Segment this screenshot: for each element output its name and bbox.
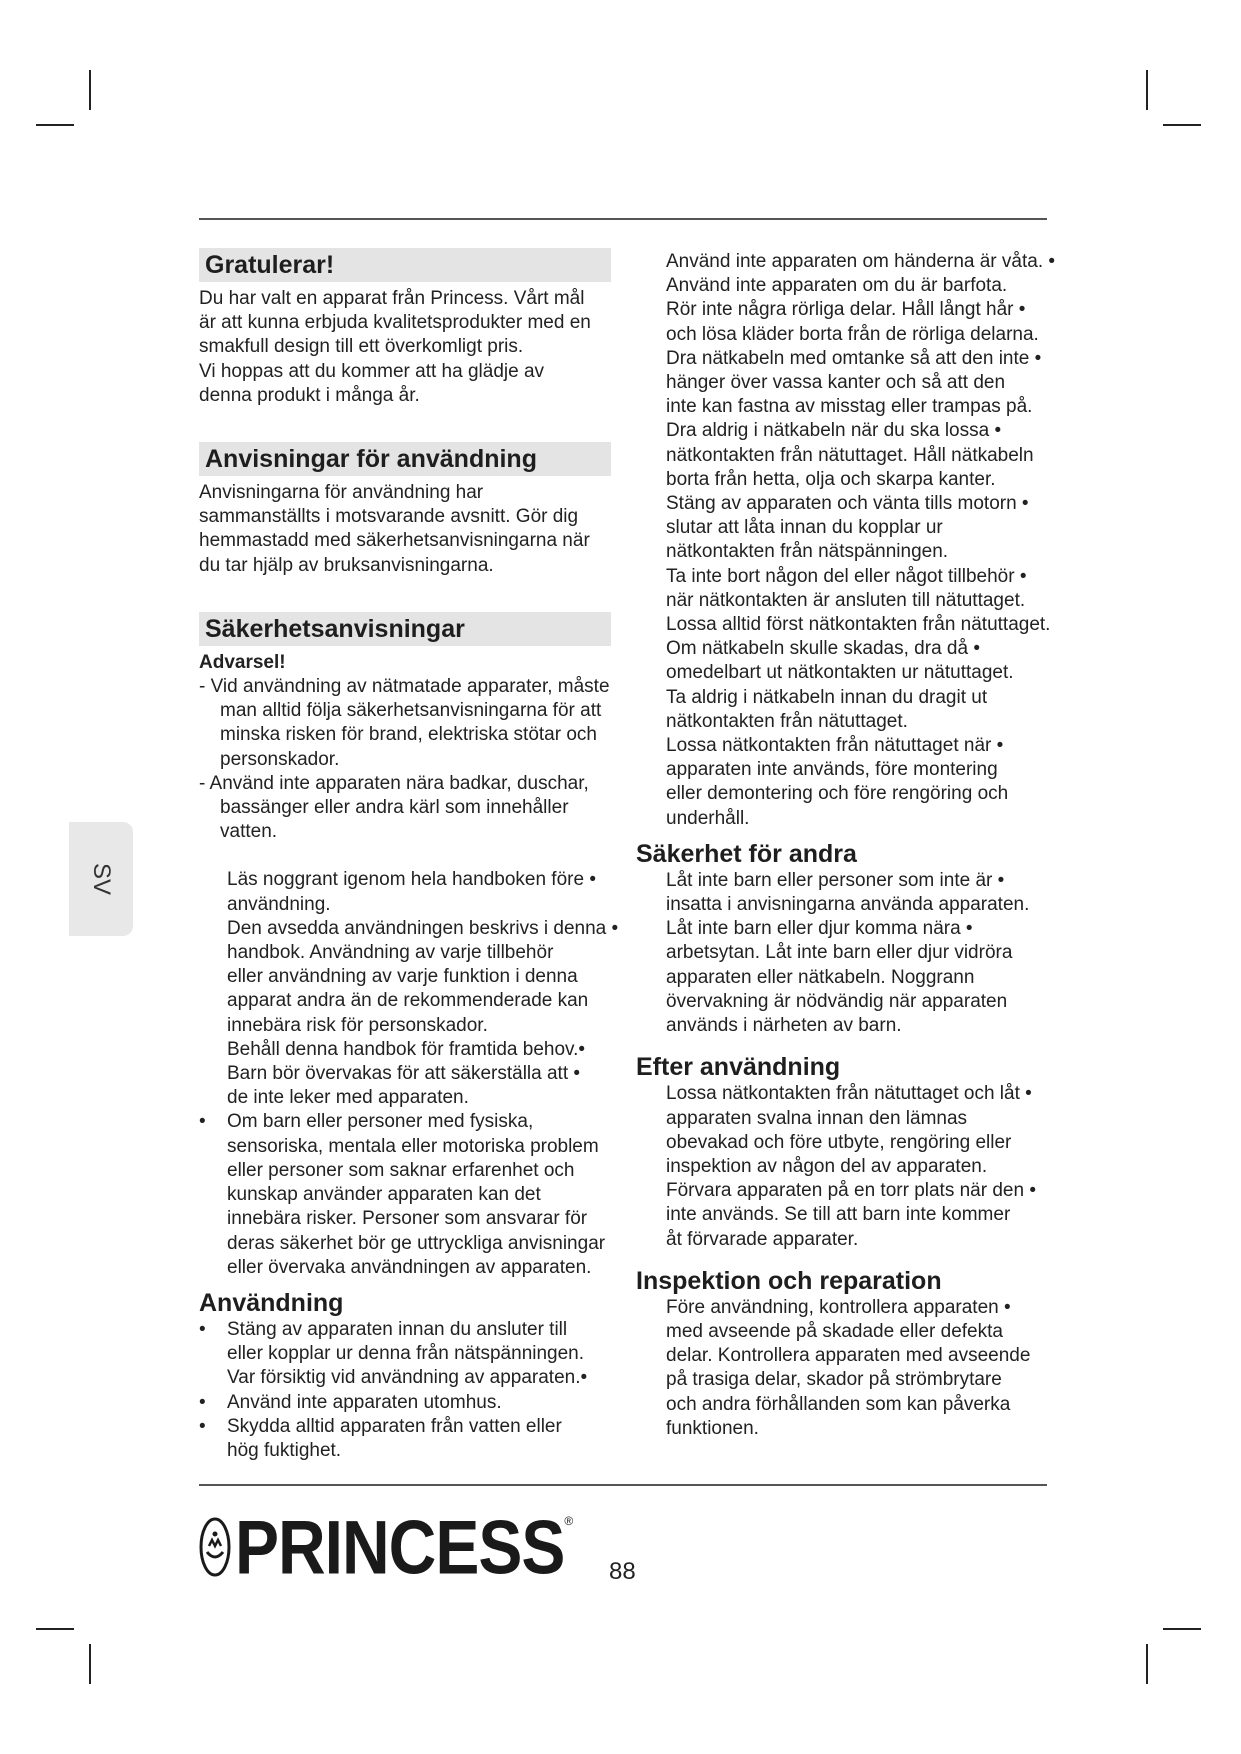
text-line: innebära risker. Personer som ansvarar för <box>227 1208 588 1230</box>
text-line: kunskap använder apparaten kan det <box>227 1184 541 1206</box>
text-line: deras säkerhet bör ge uttryckliga anvisningar <box>227 1232 606 1254</box>
gratulerar-text <box>199 287 619 408</box>
text-line: hänger över vassa kanter och så att den <box>666 372 1006 394</box>
warning-item: - Använd inte apparaten nära badkar, duschar, bassänger eller andra kärl som innehåller vatten. <box>199 772 589 843</box>
language-tab-label: SV <box>87 862 115 896</box>
safety-instructions <box>199 868 619 1279</box>
andra-text <box>636 869 1076 1038</box>
text-line: eller personer som saknar erfarenhet och <box>227 1159 575 1181</box>
crop-mark <box>1146 1644 1148 1684</box>
text-line: eller kopplar ur denna från nätspänningen. <box>227 1343 585 1365</box>
text-line: Var försiktig vid användning av apparaten.• <box>227 1367 588 1389</box>
text-line: insatta i anvisningarna använda apparaten. <box>666 894 1030 916</box>
text-line: de inte leker med apparaten. <box>227 1087 469 1109</box>
bullet-item <box>199 1391 619 1415</box>
crop-mark <box>1163 124 1201 126</box>
text-line: inte kan fastna av misstag eller trampas på. <box>666 396 1033 418</box>
text-line: smakfull design till ett överkomligt pris. <box>199 336 524 358</box>
crop-mark <box>89 70 91 110</box>
section-title-inspektion: Inspektion och reparation <box>636 1266 942 1295</box>
text-line: och andra förhållanden som kan påverka <box>666 1393 1011 1415</box>
text-line: slutar att låta innan du kopplar ur <box>666 517 943 539</box>
bullet-item <box>199 1110 619 1279</box>
text-line: arbetsytan. Låt inte barn eller djur vidröra <box>666 942 1013 964</box>
text-line: Låt inte barn eller personer som inte är • <box>666 869 1005 891</box>
text-line: eller demontering och före rengöring och <box>666 783 1009 805</box>
text-line: Vi hoppas att du kommer att ha glädje av <box>199 360 545 382</box>
text-line: nätkontakten från nätspänningen. <box>666 541 949 563</box>
section-title-anvandning: Användning <box>199 1288 344 1317</box>
text-line: apparat andra än de rekommenderade kan <box>227 990 589 1012</box>
page-number: 88 <box>609 1558 636 1585</box>
text-line: Dra nätkabeln med omtanke så att den inte • <box>666 347 1042 369</box>
text-line: Om nätkabeln skulle skadas, dra då • <box>666 638 980 660</box>
crop-mark <box>1163 1628 1201 1630</box>
text-line: apparaten inte används, före montering <box>666 759 998 781</box>
text-line: åt förvarade apparater. <box>666 1228 859 1250</box>
section-title-andra: Säkerhet för andra <box>636 839 857 868</box>
text-line: Skydda alltid apparaten från vatten eller <box>227 1415 562 1437</box>
text-line: eller användning av varje funktion i denna <box>227 966 578 988</box>
bullet-marker: • <box>199 1111 206 1133</box>
bottom-rule <box>199 1484 1047 1486</box>
warning-item: - Vid användning av nätmatade apparater, måste man alltid följa säkerhetsanvisningarna för att minska risken för brand, elektriska stötar och personskador. <box>199 676 610 770</box>
crop-mark <box>36 1628 74 1630</box>
text-line: delar. Kontrollera apparaten med avseende <box>666 1345 1031 1367</box>
text-line: underhåll. <box>666 807 750 829</box>
crown-emblem-icon <box>199 1516 231 1578</box>
text-line: obevakad och före utbyte, rengöring eller <box>666 1131 1012 1153</box>
left-column <box>199 248 619 1463</box>
text-line: inspektion av någon del av apparaten. <box>666 1155 988 1177</box>
text-line: handbok. Användning av varje tillbehör <box>227 942 554 964</box>
text-line: Dra aldrig i nätkabeln när du ska lossa • <box>666 420 1002 442</box>
text-line: Stäng av apparaten innan du ansluter till <box>227 1318 568 1340</box>
text-line: Förvara apparaten på en torr plats när den • <box>666 1180 1036 1202</box>
text-line: Före användning, kontrollera apparaten • <box>666 1296 1011 1318</box>
text-line: Lossa nätkontakten från nätuttaget när • <box>666 735 1004 757</box>
text-line: Lossa nätkontakten från nätuttaget och låt • <box>666 1083 1032 1105</box>
crop-mark <box>36 124 74 126</box>
section-title-gratulerar: Gratulerar! <box>199 248 611 282</box>
text-line: du tar hjälp av bruksanvisningarna. <box>199 554 494 576</box>
text-line: funktionen. <box>666 1417 759 1439</box>
text-line: Använd inte apparaten utomhus. <box>227 1391 502 1413</box>
top-rule <box>199 218 1047 220</box>
text-line: apparaten svalna innan den lämnas <box>666 1107 968 1129</box>
text-line: Barn bör övervakas för att säkerställa att • <box>227 1063 581 1085</box>
efter-text <box>636 1082 1076 1251</box>
text-line: sammanställts i motsvarande avsnitt. Gör dig <box>199 506 579 528</box>
section-title-efter: Efter användning <box>636 1053 841 1082</box>
text-line: omedelbart ut nätkontakten ur nätuttaget. <box>666 662 1014 684</box>
text-line: är att kunna erbjuda kvalitetsprodukter med en <box>199 312 591 334</box>
text-line: används i närheten av barn. <box>666 1015 902 1037</box>
text-line: Du har valt en apparat från Princess. Vårt mål <box>199 288 585 309</box>
text-line: Ta inte bort någon del eller något tillbehör • <box>666 565 1027 587</box>
bullet-marker: • <box>199 1318 206 1340</box>
text-line: innebära risk för personskador. <box>227 1014 488 1036</box>
registered-mark: ® <box>564 1514 574 1528</box>
text-line: Rör inte några rörliga delar. Håll långt hår • <box>666 299 1026 321</box>
text-line: Anvisningarna för användning har <box>199 482 484 504</box>
princess-logo <box>199 1504 574 1590</box>
text-line: Ta aldrig i nätkabeln innan du dragit ut <box>666 686 988 708</box>
text-line: på trasiga delar, skador på strömbrytare <box>666 1369 1002 1391</box>
text-line: hög fuktighet. <box>227 1439 342 1461</box>
text-line: apparaten eller nätkabeln. Noggrann <box>666 966 975 988</box>
text-line: Använd inte apparaten om händerna är våta. • <box>666 251 1056 272</box>
text-line: Lossa alltid först nätkontakten från nätuttaget. <box>666 614 1051 636</box>
anvandning-list <box>199 1318 619 1463</box>
text-line: användning. <box>227 893 331 915</box>
anvisningar-text <box>199 481 619 578</box>
text-line: Använd inte apparaten om du är barfota. <box>666 275 1008 297</box>
bullet-marker: • <box>199 1415 206 1437</box>
inspektion-text <box>636 1296 1076 1441</box>
text-line: övervakning är nödvändig när apparaten <box>666 990 1008 1012</box>
text-line: nätkontakten från nätuttaget. <box>666 710 908 732</box>
text-line: borta från hetta, olja och skarpa kanter. <box>666 468 996 490</box>
text-line: Låt inte barn eller djur komma nära • <box>666 918 973 940</box>
section-title-sakerhet: Säkerhetsanvisningar <box>199 612 611 646</box>
text-line: Om barn eller personer med fysiska, <box>227 1111 534 1133</box>
text-line: Den avsedda användningen beskrivs i denna • <box>227 917 619 939</box>
warning-label: Advarsel! <box>199 651 286 673</box>
text-line: nätkontakten från nätuttaget. Håll nätkabeln <box>666 444 1034 466</box>
text-line: eller övervaka användningen av apparaten. <box>227 1256 592 1278</box>
text-line: hemmastadd med säkerhetsanvisningarna när <box>199 530 590 552</box>
crop-mark <box>89 1644 91 1684</box>
bullet-item <box>199 1318 619 1391</box>
brand-wordmark: PRINCESS <box>235 1504 565 1590</box>
text-line: med avseende på skadade eller defekta <box>666 1320 1003 1342</box>
text-line: Behåll denna handbok för framtida behov.• <box>227 1038 586 1060</box>
crop-mark <box>1146 70 1148 110</box>
right-column <box>636 248 1076 1441</box>
text-line: denna produkt i många år. <box>199 384 420 406</box>
text-line: Läs noggrant igenom hela handboken före • <box>227 869 596 891</box>
bullet-item <box>199 1415 619 1463</box>
text-line: sensoriska, mentala eller motoriska problem <box>227 1135 599 1157</box>
text-line: när nätkontakten är ansluten till nätuttaget. <box>666 589 1026 611</box>
text-line: Stäng av apparaten och vänta tills motorn • <box>666 493 1029 515</box>
section-title-anvisningar: Anvisningar för användning <box>199 442 611 476</box>
bullet-marker: • <box>199 1391 206 1413</box>
safety-intro-list <box>636 250 1076 831</box>
text-line: och lösa kläder borta från de rörliga delarna. <box>666 323 1039 345</box>
text-line: inte används. Se till att barn inte kommer <box>666 1204 1011 1226</box>
